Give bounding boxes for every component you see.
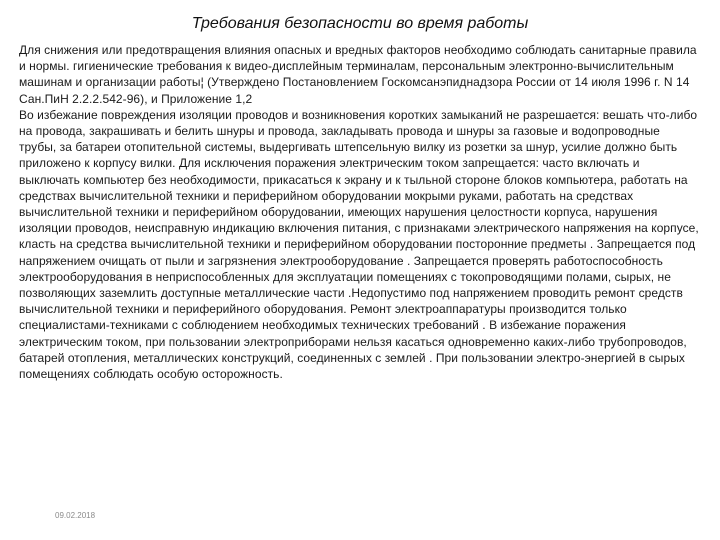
- body-paragraph-1: Для снижения или предотвращения влияния опасных и вредных факторов необходимо соблюдать санитарные правила и нормы. гигиенические требования к видео-дисплейным терминалам, персональным электронно-вычислительным машинам и организации работы¦ (Утверждено Постановлением Госкомсанэпиднадзора России от 14 июля 1996 г. N 14 Сан.ПиН 2.2.2.542-96), и Приложение 1,2: [19, 43, 697, 106]
- footer-date: 09.02.2018: [55, 511, 96, 520]
- slide-title: Требования безопасности во время работы: [191, 15, 529, 32]
- slide-body: [19, 42, 699, 382]
- body-paragraph-2: Во избежание повреждения изоляции проводов и возникновения коротких замыканий не разрешается: вешать что-либо на провода, закрашивать и белить шнуры и провода, закладывать провода и шнуры за газовые и водопроводные трубы, за батареи отопительной системы, выдергивать штепсельную вилку из розетки за шнур, усилие должно быть приложено к корпусу вилки. Для исключения поражения электрическим током запрещается: часто включать и выключать компьютер без необходимости, прикасаться к экрану и к тыльной стороне блоков компьютера, работать на средствах вычислительной техники и периферийном оборудовании мокрыми руками, работать на средствах вычислительной техники и периферийном оборудовании, имеющих нарушения целостности корпуса, нарушения изоляции проводов, неисправную индикацию включения питания, с признаками электрического напряжения на корпусе, класть на средства вычислительной техники и периферийном оборудовании посторонние предметы . Запрещается под напряжением очищать от пыли и загрязнения электрооборудование . Запрещается проверять работоспособность электрооборудования в неприспособленных для эксплуатации помещениях с токопроводящими полами, сырых, не позволяющих заземлить доступные металлические части .Недопустимо под напряжением проводить ремонт средств вычислительной техники и периферийного оборудования. Ремонт электроаппаратуры производится только специалистами-техниками с соблюдением необходимых технических требований . В избежание поражения электрическим током, при пользовании электроприборами нельзя касаться одновременно каких-либо трубопроводов, батарей отопления, металлических конструкций, соединенных с землей . При пользовании электро-энергией в сырых помещениях соблюдать особую осторожность.: [19, 107, 699, 382]
